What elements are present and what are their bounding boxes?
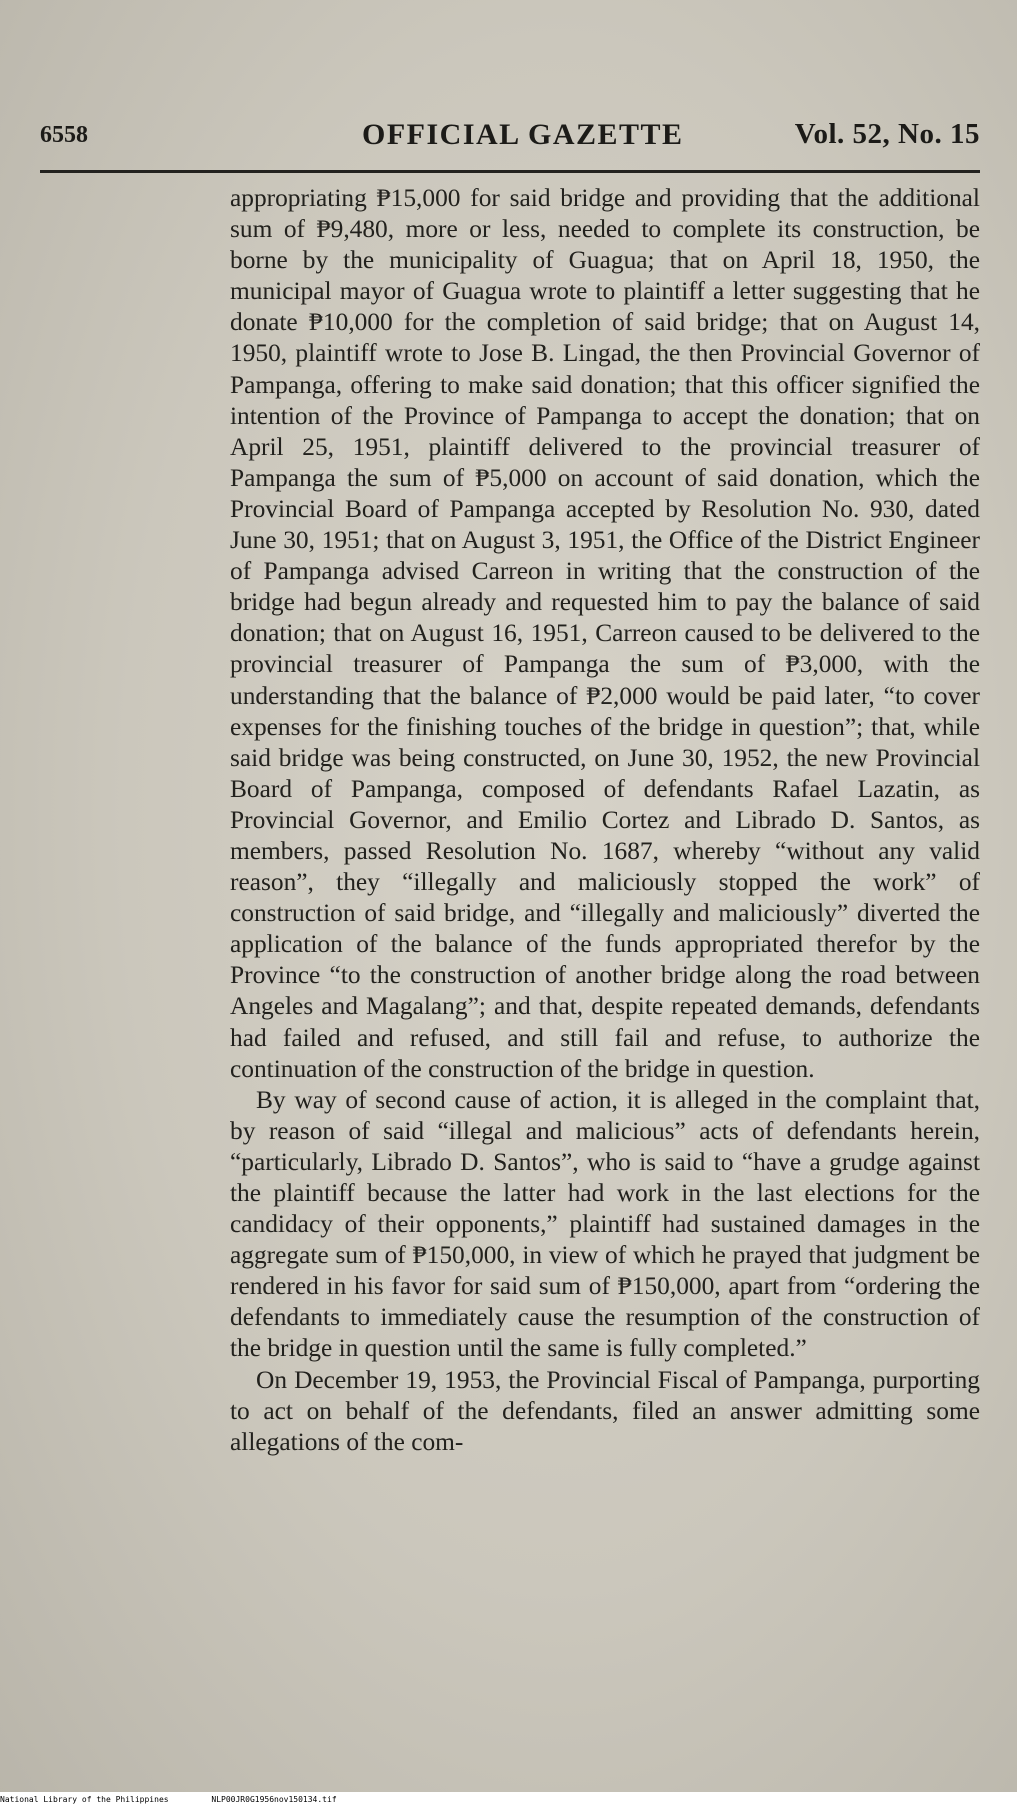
paragraph-answer: On December 19, 1953, the Provincial Fiscal of Pampanga, purporting to act on behalf of the defendants, filed an answer admitting some allegations of the com-: [230, 1365, 980, 1456]
paragraph-first-cause: appropriating ₱15,000 for said bridge and providing that the additional sum of ₱9,480, more or less, needed to complete its construction, be borne by the municipality of Guagua; that on April 18, 1950, the municipal mayor of Guagua wrote to plaintiff a letter suggesting that he donate ₱10,000 for the completion of said bridge; that on August 14, 1950, plaintiff wrote to Jose B. Lingad, the then Provincial Governor of Pampanga, offering to make said donation; that this officer signified the intention of the Province of Pampanga to accept the donation; that on April 25, 1951, plaintiff delivered to the provincial treasurer of Pampanga the sum of ₱5,000 on account of said donation, which the Provincial Board of Pampanga accepted by Resolution No. 930, dated June 30, 1951; that on August 3, 1951, the Office of the District Engineer of Pampanga advised Carreon in writing that the construction of the bridge had begun already and requested him to pay the balance of said donation; that on August 16, 1951, Carreon caused to be delivered to the provincial treasurer of Pampanga the sum of ₱3,000, with the understanding that the balance of ₱2,000 would be paid later, “to cover expenses for the finishing touches of the bridge in question”; that, while said bridge was being constructed, on June 30, 1952, the new Provincial Board of Pampanga, composed of defendants Rafael Lazatin, as Provincial Governor, and Emilio Cortez and Librado D. Santos, as members, passed Resolution No. 1687, whereby “without any valid reason”, they “illegally and maliciously stopped the work” of construction of said bridge, and “illegally and maliciously” diverted the application of the balance of the funds appropriated therefor by the Province “to the construction of another bridge along the road between Angeles and Magalang”; and that, despite repeated demands, defendants had failed and refused, and still fail and refuse, to authorize the continuation of the construction of the bridge in question.: [230, 184, 980, 1083]
page-number: 6558: [40, 122, 88, 148]
article-body: [230, 183, 980, 1458]
library-credit: National Library of the Philippines: [0, 1795, 169, 1804]
scan-footer: [0, 1792, 1017, 1808]
page-header: [40, 118, 980, 164]
scan-filename: NLP00JR0G1956nov150134.tif: [211, 1795, 337, 1804]
paragraph-second-cause: By way of second cause of action, it is alleged in the complaint that, by reason of said “illegal and malicious” acts of defendants herein, “particularly, Librado D. Santos”, who is said to “have a grudge against the plaintiff because the latter had work in the last elections for the candidacy of their opponents,” plaintiff had sustained damages in the aggregate sum of ₱150,000, in view of which he prayed that judgment be rendered in his favor for said sum of ₱150,000, apart from “ordering the defendants to immediately cause the resumption of the construction of the bridge in question until the same is fully completed.”: [230, 1085, 980, 1363]
header-divider: [40, 170, 980, 173]
volume-number: Vol. 52, No. 15: [794, 118, 980, 150]
publication-title: OFFICIAL GAZETTE: [362, 118, 684, 151]
